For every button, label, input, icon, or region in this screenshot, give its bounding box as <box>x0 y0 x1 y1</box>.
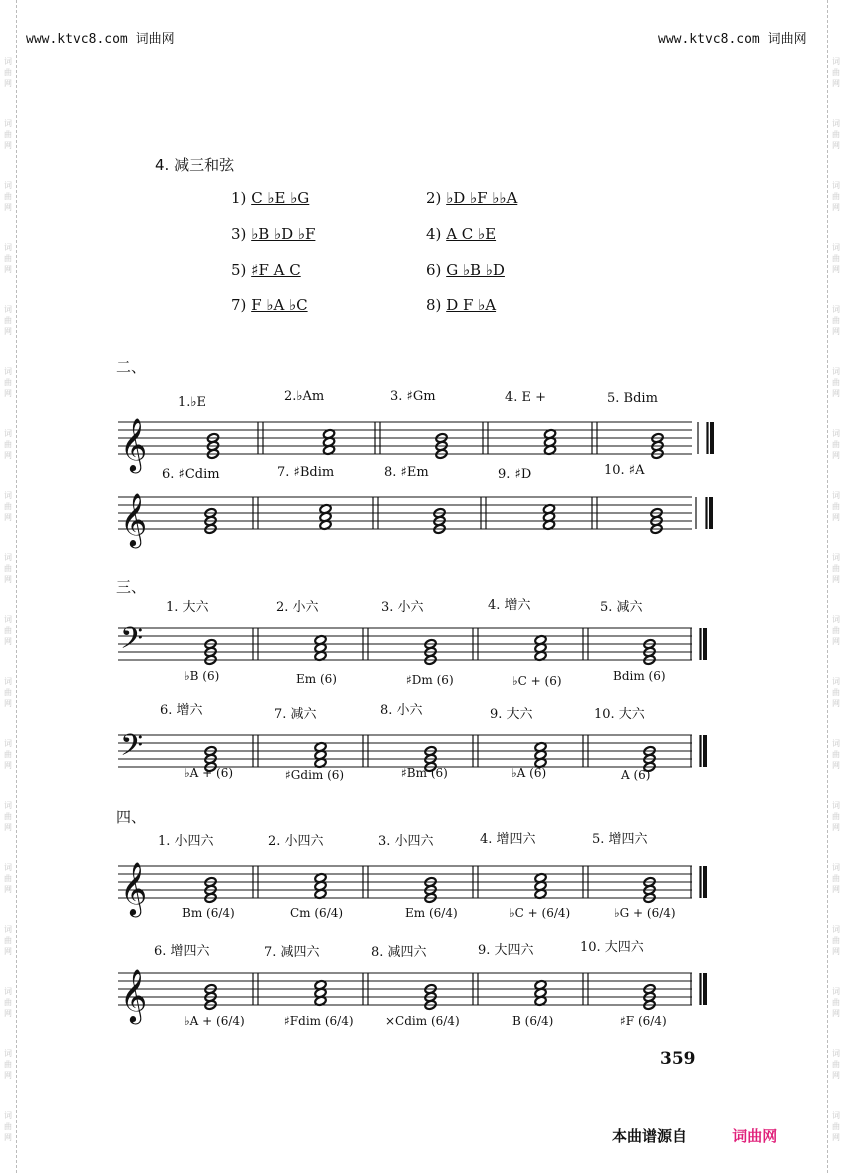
p2-label-10: 10. ♯A <box>604 463 645 478</box>
watermark-glyph: 词 曲 网 <box>4 1111 12 1142</box>
watermark-glyph: 词 曲 网 <box>4 925 12 956</box>
chord-7: 7) F ♭A ♭C <box>231 296 308 314</box>
p3-top-5: 5. 减六 <box>600 600 643 615</box>
part4-title: 四、 <box>116 808 147 826</box>
watermark-glyph: 词 曲 网 <box>4 863 12 894</box>
chord-8: 8) D F ♭A <box>426 296 497 314</box>
watermark-glyph: 词 曲 网 <box>832 553 840 584</box>
watermark-glyph: 词 曲 网 <box>4 429 12 460</box>
watermark-glyph: 词 曲 网 <box>4 119 12 150</box>
watermark-glyph: 词 曲 网 <box>4 739 12 770</box>
page-number: 359 <box>660 1049 696 1069</box>
chord-5: 5) ♯F A C <box>231 261 301 279</box>
watermark-glyph: 词 曲 网 <box>4 491 12 522</box>
watermark-glyph: 词 曲 网 <box>4 615 12 646</box>
p4-top-10: 10. 大四六 <box>580 940 644 955</box>
staff-part2-row2 <box>118 483 698 546</box>
watermark-glyph: 词 曲 网 <box>832 57 840 88</box>
p2-label-4: 4. E + <box>505 390 547 405</box>
watermark-glyph: 词 曲 网 <box>832 1049 840 1080</box>
p3-bottom-7: ♯Gdim (6) <box>285 768 345 782</box>
p4-top-1: 1. 小四六 <box>158 834 214 849</box>
watermark-glyph: 词 曲 网 <box>4 181 12 212</box>
p3-top-6: 6. 增六 <box>160 703 203 718</box>
bass-clef-icon: 𝄢 <box>120 729 144 770</box>
watermark-glyph: 词 曲 网 <box>832 305 840 336</box>
watermark-glyph: 词 曲 网 <box>4 553 12 584</box>
watermark-glyph: 词 曲 网 <box>832 243 840 274</box>
watermark-glyph: 词 曲 网 <box>4 801 12 832</box>
chord-6: 6) G ♭B ♭D <box>426 261 505 279</box>
header-left-site: 词曲网 <box>135 32 175 47</box>
p4-bottom-5: ♭G + (6/4) <box>614 906 676 920</box>
p3-top-2: 2. 小六 <box>276 600 319 615</box>
watermark-glyph: 词 曲 网 <box>4 243 12 274</box>
p3-bottom-9: ♭A (6) <box>511 766 547 780</box>
p4-top-2: 2. 小四六 <box>268 834 324 849</box>
left-margin-strip <box>0 0 17 1173</box>
watermark-glyph: 词 曲 网 <box>832 987 840 1018</box>
p4-bottom-9: B (6/4) <box>512 1014 554 1028</box>
right-margin-strip <box>827 0 844 1173</box>
p4-top-5: 5. 增四六 <box>592 832 648 847</box>
staff-part3-row1 <box>118 614 698 674</box>
p3-bottom-3: ♯Dm (6) <box>406 673 454 687</box>
watermark-glyph: 词 曲 网 <box>832 863 840 894</box>
watermark-glyph: 词 曲 网 <box>832 801 840 832</box>
watermark-glyph: 词 曲 网 <box>4 677 12 708</box>
p2-label-5: 5. Bdim <box>607 391 658 406</box>
watermark-glyph: 词 曲 网 <box>832 429 840 460</box>
watermark-glyph: 词 曲 网 <box>4 987 12 1018</box>
p4-bottom-6: ♭A + (6/4) <box>184 1014 245 1028</box>
p4-bottom-4: ♭C + (6/4) <box>509 906 571 920</box>
p4-bottom-2: Cm (6/4) <box>290 906 344 920</box>
footer-brand[interactable]: 词曲网 <box>732 1127 778 1145</box>
p3-top-9: 9. 大六 <box>490 707 533 722</box>
treble-clef-icon: 𝄞 <box>120 492 148 546</box>
p2-label-9: 9. ♯D <box>498 467 532 482</box>
watermark-glyph: 词 曲 网 <box>832 367 840 398</box>
header-right-site: 词曲网 <box>767 32 807 47</box>
p3-bottom-10: A (6) <box>621 768 651 782</box>
p3-bottom-4: ♭C + (6) <box>512 674 562 688</box>
watermark-glyph: 词 曲 网 <box>832 181 840 212</box>
p4-top-9: 9. 大四六 <box>478 943 534 958</box>
chord-1: 1) C ♭E ♭G <box>231 189 310 207</box>
part3-title: 三、 <box>116 578 147 596</box>
p4-top-4: 4. 增四六 <box>480 832 536 847</box>
chord-2: 2) ♭D ♭F ♭♭A <box>426 189 518 207</box>
p3-top-4: 4. 增六 <box>488 598 531 613</box>
footer <box>612 1125 777 1146</box>
p3-top-7: 7. 减六 <box>274 707 317 722</box>
chord-3: 3) ♭B ♭D ♭F <box>231 225 316 243</box>
p3-bottom-6: ♭A + (6) <box>184 766 234 780</box>
watermark-glyph: 词 曲 网 <box>4 57 12 88</box>
p2-label-1: 1.♭E <box>178 395 207 410</box>
p3-top-1: 1. 大六 <box>166 600 209 615</box>
watermark-glyph: 词 曲 网 <box>4 305 12 336</box>
header-left <box>26 28 175 47</box>
part2-title: 二、 <box>116 358 147 376</box>
watermark-glyph: 词 曲 网 <box>4 367 12 398</box>
watermark-glyph: 词 曲 网 <box>832 491 840 522</box>
header-right <box>658 28 807 47</box>
p4-top-6: 6. 增四六 <box>154 944 210 959</box>
footer-source: 本曲谱源自 <box>612 1127 688 1145</box>
treble-clef-icon: 𝄞 <box>120 417 148 471</box>
treble-clef-icon: 𝄞 <box>120 968 148 1022</box>
p4-top-8: 8. 减四六 <box>371 945 427 960</box>
watermark-glyph: 词 曲 网 <box>4 1049 12 1080</box>
p4-top-3: 3. 小四六 <box>378 834 434 849</box>
watermark-glyph: 词 曲 网 <box>832 1111 840 1142</box>
p3-bottom-1: ♭B (6) <box>184 669 220 683</box>
p2-label-8: 8. ♯Em <box>384 465 429 480</box>
p3-top-10: 10. 大六 <box>594 707 645 722</box>
watermark-glyph: 词 曲 网 <box>832 677 840 708</box>
p2-label-6: 6. ♯Cdim <box>162 467 220 482</box>
p3-top-8: 8. 小六 <box>380 703 423 718</box>
p2-label-3: 3. ♯Gm <box>390 389 436 404</box>
watermark-glyph: 词 曲 网 <box>832 119 840 150</box>
p3-bottom-5: Bdim (6) <box>613 669 666 683</box>
bass-clef-icon: 𝄢 <box>120 622 144 663</box>
watermark-glyph: 词 曲 网 <box>832 925 840 956</box>
p4-top-7: 7. 减四六 <box>264 945 320 960</box>
section4-title: 4. 减三和弦 <box>155 156 235 174</box>
chord-4: 4) A C ♭E <box>426 225 497 243</box>
p2-label-2: 2.♭Am <box>284 389 325 404</box>
treble-clef-icon: 𝄞 <box>120 861 148 915</box>
p3-bottom-8: ♯Bm (6) <box>401 766 448 780</box>
p4-bottom-1: Bm (6/4) <box>182 906 235 920</box>
header-right-url[interactable]: www.ktvc8.com <box>658 32 760 47</box>
p3-top-3: 3. 小六 <box>381 600 424 615</box>
p3-bottom-2: Em (6) <box>296 672 337 686</box>
p4-bottom-8: ×Cdim (6/4) <box>385 1014 460 1028</box>
header-left-url[interactable]: www.ktvc8.com <box>26 32 128 47</box>
p4-bottom-7: ♯Fdim (6/4) <box>284 1014 354 1028</box>
p2-label-7: 7. ♯Bdim <box>277 465 335 480</box>
p4-bottom-10: ♯F (6/4) <box>620 1014 667 1028</box>
watermark-glyph: 词 曲 网 <box>832 615 840 646</box>
watermark-glyph: 词 曲 网 <box>832 739 840 770</box>
p4-bottom-3: Em (6/4) <box>405 906 458 920</box>
